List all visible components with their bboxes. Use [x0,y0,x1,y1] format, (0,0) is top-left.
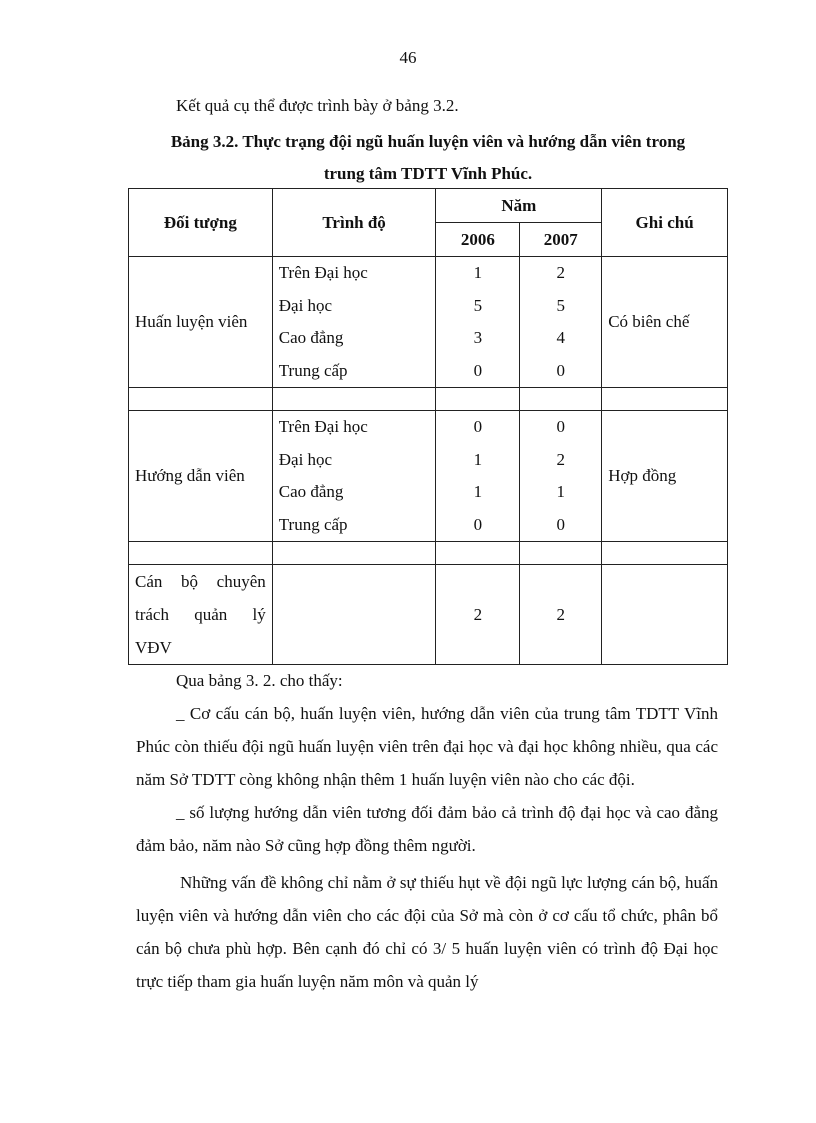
row-subject [129,565,273,665]
staff-table [128,188,728,665]
paragraph: Những vấn đề không chỉ nằm ở sự thiếu hụt về đội ngũ lực lượng cán bộ, huấn luyện viên và hướng dẫn viên cho các đội của Sở mà còn ở cơ cấu tổ chức, phân bổ cán bộ chưa phù hợp. Bên cạnh đó chỉ có 3/ 5 huấn luyện viên có trình độ Đại học trực tiếp tham gia huấn luyện năm môn và quản lý [136,873,718,991]
row-values-2007 [520,411,602,542]
row-subject: Huấn luyện viên [129,257,273,388]
row-values-2006 [436,411,520,542]
subject-line: Cán bộ chuyên [135,572,266,591]
value-cell: 2 [520,565,602,665]
value-cell: 0 [556,417,565,436]
level-item: Trên Đại học [278,417,368,436]
value-cell: 2 [436,565,520,665]
value-cell: 5 [556,295,565,315]
subject-line: trách quản lý [135,605,266,624]
level-item: Trung cấp [278,514,348,534]
caption-line-1: Bảng 3.2. Thực trạng đội ngũ huấn luyện viên và hướng dẫn viên trong [170,132,686,151]
header-year-2007: 2007 [520,223,602,257]
table-row [129,565,728,665]
header-year-2006: 2006 [436,223,520,257]
spacer-row [129,542,728,565]
table-caption [128,126,728,190]
paragraph: _ số lượng hướng dẫn viên tương đối đảm bảo cả trình độ đại học và cao đẳng đảm bảo, năm nào Sở cũng hợp đồng thêm người. [136,803,718,855]
value-cell: 2 [556,263,565,282]
paragraph: Qua bảng 3. 2. cho thấy: [176,671,343,690]
table-header-row [129,189,728,223]
value-cell: 4 [556,328,565,347]
caption-line-2: trung tâm TDTT Vĩnh Phúc. [323,164,533,183]
value-cell: 1 [556,482,565,501]
level-item: Cao đẳng [278,482,344,501]
page-number: 46 [399,48,417,67]
row-levels [272,257,436,388]
value-cell: 0 [473,417,483,436]
row-note: Hợp đồng [602,411,728,542]
value-cell: 1 [473,263,483,282]
header-note: Ghi chú [602,189,728,257]
value-cell: 0 [473,514,483,534]
spacer-row [129,388,728,411]
header-level: Trình độ [272,189,436,257]
value-cell: 1 [473,449,483,469]
paragraph: _ Cơ cấu cán bộ, huấn luyện viên, hướng dẫn viên của trung tâm TDTT Vĩnh Phúc còn thiếu đội ngũ huấn luyện viên trên đại học và đại học không nhiều, qua các năm Sở TDTT còng không nhận thêm 1 huấn luyện viên nào cho các đội. [136,704,718,789]
row-level-empty [272,565,436,665]
body-text [136,664,718,998]
value-cell: 0 [556,514,565,534]
intro-sentence: Kết quả cụ thể được trình bày ở bảng 3.2. [176,96,459,115]
value-cell: 5 [473,295,483,315]
row-levels [272,411,436,542]
row-subject: Hướng dẫn viên [129,411,273,542]
value-cell: 1 [473,482,483,501]
value-cell: 3 [473,328,483,347]
subject-line: VĐV [135,638,172,657]
level-item: Đại học [278,449,333,469]
level-item: Đại học [278,295,333,315]
table-row [129,257,728,388]
row-values-2006 [436,257,520,388]
level-item: Trung cấp [278,360,348,380]
value-cell: 0 [556,360,565,380]
level-item: Cao đẳng [278,328,344,347]
value-cell: 2 [556,449,565,469]
value-cell: 0 [473,360,483,380]
header-year: Năm [436,189,602,223]
level-item: Trên Đại học [278,263,368,282]
row-values-2007 [520,257,602,388]
header-subject: Đối tượng [129,189,273,257]
row-note: Có biên chế [602,257,728,388]
row-note-empty [602,565,728,665]
table-row [129,411,728,542]
